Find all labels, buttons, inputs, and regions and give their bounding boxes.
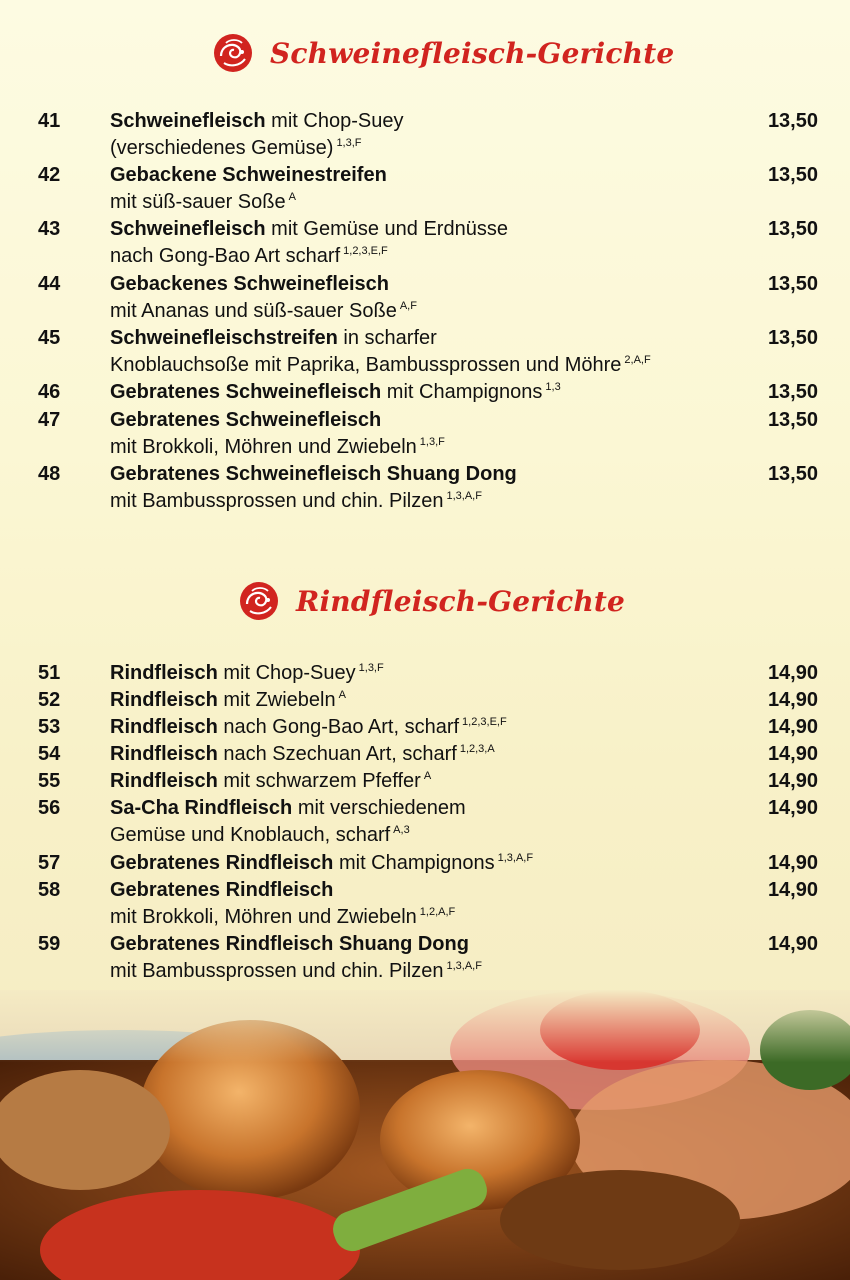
allergen-codes: A,F xyxy=(399,300,417,312)
allergen-codes: 1,3,F xyxy=(336,137,362,149)
item-desc-2: mit Ananas und süß-sauer Soße xyxy=(110,300,397,322)
item-number: 59 xyxy=(38,933,61,955)
item-line-1 xyxy=(110,877,750,904)
item-description xyxy=(110,931,750,985)
item-line-1 xyxy=(110,768,750,795)
section-title: Schweinefleisch-Gerichte xyxy=(270,36,675,70)
item-price: 13,50 xyxy=(767,218,818,240)
item-desc-2: mit Bambussprossen und chin. Pilzen xyxy=(110,490,444,512)
item-description xyxy=(110,741,750,768)
item-price: 14,90 xyxy=(767,797,818,819)
item-number: 42 xyxy=(38,164,61,186)
swirl-ornament-icon xyxy=(212,32,254,74)
item-price: 13,50 xyxy=(767,463,818,485)
item-price: 13,50 xyxy=(767,381,818,403)
item-description xyxy=(110,850,750,877)
item-line-1 xyxy=(110,162,750,189)
item-description xyxy=(110,768,750,795)
allergen-codes: A,3 xyxy=(393,824,410,836)
item-price: 13,50 xyxy=(767,110,818,132)
item-description xyxy=(110,216,750,270)
item-line-1 xyxy=(110,931,750,958)
item-number: 48 xyxy=(38,463,61,485)
item-line-2 xyxy=(110,822,750,849)
item-number: 53 xyxy=(38,716,61,738)
item-desc-1: nach Szechuan Art, scharf xyxy=(217,743,457,765)
item-line-1 xyxy=(110,687,750,714)
allergen-codes: 1,3,A,F xyxy=(497,852,534,864)
section-title: Rindfleisch-Gerichte xyxy=(296,584,626,618)
item-line-1 xyxy=(110,714,750,741)
item-desc-1: mit Chop-Suey xyxy=(265,110,404,132)
item-number: 51 xyxy=(38,662,61,684)
item-name: Gebratenes Schweinefleisch Shuang Dong xyxy=(110,463,517,485)
item-name: Schweinefleisch xyxy=(110,110,266,132)
item-line-2 xyxy=(110,904,750,931)
item-description xyxy=(110,379,750,406)
item-name: Rindfleisch xyxy=(110,716,218,738)
item-name: Gebratenes Schweinefleisch xyxy=(110,409,382,431)
item-line-1 xyxy=(110,271,750,298)
item-price: 13,50 xyxy=(767,273,818,295)
section-heading-pork xyxy=(212,32,674,74)
item-number: 52 xyxy=(38,689,61,711)
item-desc-1: mit Champignons xyxy=(381,381,543,403)
allergen-codes: 1,3,A,F xyxy=(446,960,482,972)
item-number: 43 xyxy=(38,218,61,240)
item-description xyxy=(110,795,750,849)
item-line-2 xyxy=(110,298,750,325)
item-number: 45 xyxy=(38,327,61,349)
item-line-1 xyxy=(110,660,750,687)
item-number: 44 xyxy=(38,273,61,295)
allergen-codes: 2,A,F xyxy=(624,354,651,366)
allergen-codes: 1,3,F xyxy=(419,436,445,448)
item-line-2 xyxy=(110,135,750,162)
item-number: 55 xyxy=(38,770,61,792)
item-line-2 xyxy=(110,189,750,216)
item-price: 14,90 xyxy=(767,716,818,738)
item-desc-1: nach Gong-Bao Art, scharf xyxy=(217,716,460,738)
item-desc-1: in scharfer xyxy=(337,327,437,349)
item-price: 14,90 xyxy=(767,662,818,684)
item-price: 14,90 xyxy=(767,933,818,955)
item-number: 46 xyxy=(38,381,61,403)
item-name: Gebratenes Rindfleisch xyxy=(110,879,334,901)
item-description xyxy=(110,687,750,714)
item-line-2 xyxy=(110,352,750,379)
item-price: 14,90 xyxy=(767,689,818,711)
item-description xyxy=(110,461,750,515)
item-price: 13,50 xyxy=(767,327,818,349)
item-desc-1: mit schwarzem Pfeffer xyxy=(217,770,421,792)
item-desc-1: mit verschiedenem xyxy=(292,797,466,819)
item-desc-1: mit Champignons xyxy=(333,852,495,874)
item-description xyxy=(110,407,750,461)
item-name: Gebackenes Schweinefleisch xyxy=(110,273,390,295)
item-line-2 xyxy=(110,434,750,461)
allergen-codes: 1,3,A,F xyxy=(446,490,482,502)
item-name: Schweinefleisch xyxy=(110,218,266,240)
allergen-codes: A xyxy=(338,689,346,701)
item-price: 13,50 xyxy=(767,164,818,186)
item-name: Gebratenes Rindfleisch Shuang Dong xyxy=(110,933,469,955)
item-desc-2: mit Brokkoli, Möhren und Zwiebeln xyxy=(110,436,417,458)
item-line-1 xyxy=(110,108,750,135)
item-name: Rindfleisch xyxy=(110,662,218,684)
item-description xyxy=(110,271,750,325)
item-desc-1: mit Gemüse und Erdnüsse xyxy=(265,218,508,240)
item-line-1 xyxy=(110,461,750,488)
item-description xyxy=(110,660,750,687)
allergen-codes: 1,3 xyxy=(545,381,561,393)
item-name: Gebackene Schweinestreifen xyxy=(110,164,387,186)
item-number: 54 xyxy=(38,743,61,765)
allergen-codes: 1,2,A,F xyxy=(419,906,456,918)
item-number: 58 xyxy=(38,879,61,901)
item-price: 14,90 xyxy=(767,743,818,765)
allergen-codes: 1,2,3,A xyxy=(459,743,495,755)
item-price: 14,90 xyxy=(767,852,818,874)
item-price: 14,90 xyxy=(767,770,818,792)
item-line-2 xyxy=(110,243,750,270)
item-number: 56 xyxy=(38,797,61,819)
item-description xyxy=(110,325,750,379)
allergen-codes: 1,3,F xyxy=(358,662,384,674)
item-desc-2: mit Brokkoli, Möhren und Zwiebeln xyxy=(110,906,417,928)
item-description xyxy=(110,108,750,162)
item-desc-2: mit süß-sauer Soße xyxy=(110,191,286,213)
stir-fry-dish-photo xyxy=(0,990,850,1280)
item-desc-2: Gemüse und Knoblauch, scharf xyxy=(110,824,391,846)
allergen-codes: A xyxy=(288,191,296,203)
item-price: 14,90 xyxy=(767,879,818,901)
item-line-1 xyxy=(110,325,750,352)
allergen-codes: 1,2,3,E,F xyxy=(343,245,388,257)
item-name: Gebratenes Schweinefleisch xyxy=(110,381,382,403)
item-desc-1: mit Chop-Suey xyxy=(217,662,356,684)
item-desc-2: (verschiedenes Gemüse) xyxy=(110,137,334,159)
item-line-2 xyxy=(110,958,750,985)
allergen-codes: A xyxy=(423,770,432,782)
item-line-2 xyxy=(110,488,750,515)
item-description xyxy=(110,162,750,216)
item-name: Sa-Cha Rindfleisch xyxy=(110,797,293,819)
item-number: 41 xyxy=(38,110,61,132)
swirl-ornament-icon xyxy=(238,580,280,622)
item-price: 13,50 xyxy=(767,409,818,431)
item-line-1 xyxy=(110,216,750,243)
item-description xyxy=(110,714,750,741)
item-line-1 xyxy=(110,407,750,434)
allergen-codes: 1,2,3,E,F xyxy=(462,716,507,728)
item-name: Rindfleisch xyxy=(110,770,218,792)
item-desc-2: mit Bambussprossen und chin. Pilzen xyxy=(110,960,444,982)
item-line-1 xyxy=(110,741,750,768)
item-desc-1: mit Zwiebeln xyxy=(217,689,336,711)
item-number: 47 xyxy=(38,409,61,431)
item-desc-2: Knoblauchsoße mit Paprika, Bambussprossen und Möhre xyxy=(110,354,622,376)
section-heading-beef xyxy=(238,580,625,622)
item-name: Rindfleisch xyxy=(110,689,218,711)
item-line-1 xyxy=(110,379,750,406)
item-desc-2: nach Gong-Bao Art scharf xyxy=(110,245,341,267)
item-line-1 xyxy=(110,795,750,822)
item-line-1 xyxy=(110,850,750,877)
item-name: Schweinefleischstreifen xyxy=(110,327,338,349)
item-description xyxy=(110,877,750,931)
item-number: 57 xyxy=(38,852,61,874)
item-name: Rindfleisch xyxy=(110,743,218,765)
item-name: Gebratenes Rindfleisch xyxy=(110,852,334,874)
